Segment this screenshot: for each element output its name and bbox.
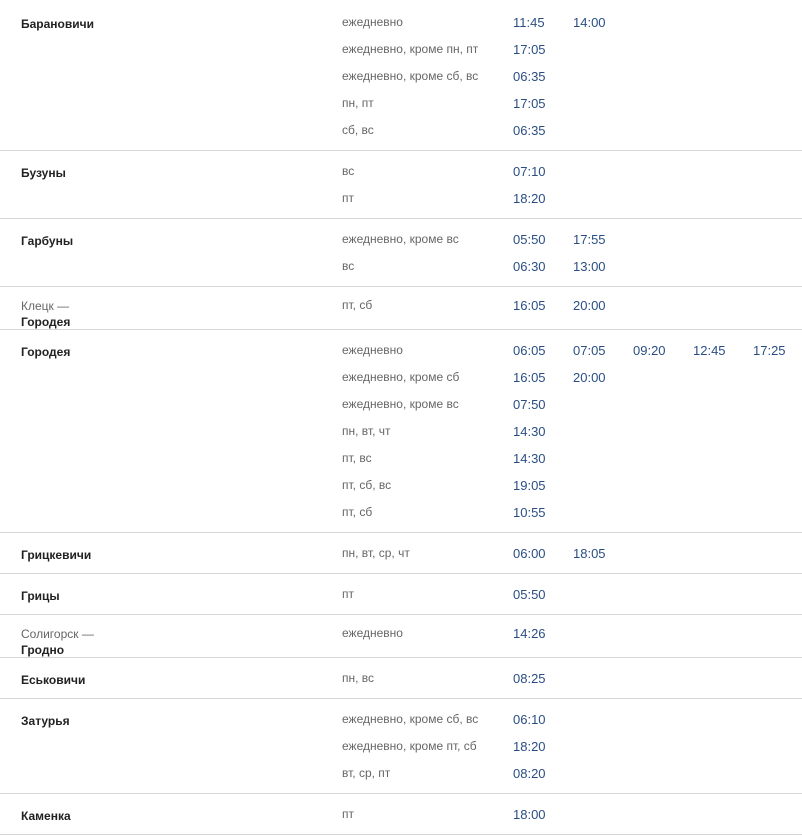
trip-days-label: пт, сб: [342, 298, 373, 312]
trip-days-label: ежедневно, кроме вс: [342, 232, 459, 246]
trip-days-label: пн, пт: [342, 96, 374, 110]
departure-time-link[interactable]: 06:10: [513, 712, 546, 727]
trip-days-label: вс: [342, 259, 355, 273]
departure-time-link[interactable]: 17:05: [513, 42, 546, 57]
route-origin-label: Клецк —: [21, 299, 70, 313]
trip-days-label: пн, вс: [342, 671, 375, 685]
route-group: [0, 219, 802, 287]
departure-time-link[interactable]: 12:45: [693, 343, 726, 358]
trip-days-label: ежедневно, кроме сб, вс: [342, 712, 479, 726]
departure-time-link[interactable]: 20:00: [573, 370, 606, 385]
trip-days-label: ежедневно, кроме пн, пт: [342, 42, 479, 56]
trip-row: [0, 418, 802, 445]
departure-time-link[interactable]: 19:05: [513, 478, 546, 493]
trip-days-label: вт, ср, пт: [342, 766, 391, 780]
departure-time-link[interactable]: 17:55: [573, 232, 606, 247]
departure-time-link[interactable]: 16:05: [513, 298, 546, 313]
route-group: [0, 287, 802, 330]
trip-days-label: пт: [342, 587, 354, 601]
route-name-label: Барановичи: [21, 17, 94, 31]
trip-row: [0, 90, 802, 117]
departure-time-link[interactable]: 18:05: [573, 546, 606, 561]
route-group: [0, 0, 802, 151]
trip-days-label: ежедневно: [342, 15, 403, 29]
trip-row: [0, 158, 802, 185]
departure-time-link[interactable]: 06:00: [513, 546, 546, 561]
route-group: [0, 658, 802, 699]
trip-row: [0, 760, 802, 787]
route-name-label: Грицкевичи: [21, 548, 92, 562]
departure-time-link[interactable]: 08:25: [513, 671, 546, 686]
departure-time-link[interactable]: 14:30: [513, 451, 546, 466]
trip-days-label: ежедневно, кроме пт, сб: [342, 739, 477, 753]
departure-time-link[interactable]: 13:00: [573, 259, 606, 274]
trip-row: [0, 9, 802, 36]
departure-time-link[interactable]: 07:10: [513, 164, 546, 179]
route-name-label: Городея: [21, 315, 71, 329]
trip-row: [0, 63, 802, 90]
departure-time-link[interactable]: 06:35: [513, 123, 546, 138]
route-name-label: Гродно: [21, 643, 65, 657]
trip-row: [0, 540, 802, 567]
trip-days-label: ежедневно, кроме вс: [342, 397, 459, 411]
route-name-label: Еськовичи: [21, 673, 86, 687]
departure-time-link[interactable]: 17:05: [513, 96, 546, 111]
departure-time-link[interactable]: 18:20: [513, 191, 546, 206]
route-origin-label: Солигорск —: [21, 627, 94, 641]
trip-row: [0, 253, 802, 280]
route-name-label: Гарбуны: [21, 234, 74, 248]
trip-row: [0, 445, 802, 472]
trip-row: [0, 733, 802, 760]
trip-days-label: пт, сб: [342, 505, 373, 519]
trip-row: [0, 472, 802, 499]
trip-row: [0, 364, 802, 391]
trip-row: [0, 226, 802, 253]
trip-days-label: пн, вт, чт: [342, 424, 391, 438]
departure-time-link[interactable]: 14:00: [573, 15, 606, 30]
route-group: [0, 151, 802, 219]
departure-time-link[interactable]: 10:55: [513, 505, 546, 520]
trip-row: [0, 36, 802, 63]
trip-row: [0, 665, 802, 692]
route-name-label: Грицы: [21, 589, 60, 603]
departure-time-link[interactable]: 07:50: [513, 397, 546, 412]
trip-days-label: пт, сб, вс: [342, 478, 392, 492]
route-group: [0, 699, 802, 794]
route-name-label: Городея: [21, 345, 71, 359]
departure-time-link[interactable]: 09:20: [633, 343, 666, 358]
trip-days-label: пт: [342, 807, 354, 821]
departure-time-link[interactable]: 06:35: [513, 69, 546, 84]
route-group: [0, 330, 802, 533]
trip-days-label: сб, вс: [342, 123, 374, 137]
departure-time-link[interactable]: 14:30: [513, 424, 546, 439]
trip-days-label: вс: [342, 164, 355, 178]
departure-time-link[interactable]: 11:45: [513, 15, 545, 30]
departure-time-link[interactable]: 06:30: [513, 259, 546, 274]
trip-row: [0, 706, 802, 733]
route-group: [0, 615, 802, 658]
departure-time-link[interactable]: 20:00: [573, 298, 606, 313]
departure-time-link[interactable]: 08:20: [513, 766, 546, 781]
trip-row: [0, 292, 802, 319]
trip-row: [0, 581, 802, 608]
trip-days-label: пн, вт, ср, чт: [342, 546, 410, 560]
trip-row: [0, 801, 802, 828]
route-name-label: Бузуны: [21, 166, 66, 180]
trip-row: [0, 117, 802, 144]
route-group: [0, 794, 802, 835]
departure-time-link[interactable]: 18:20: [513, 739, 546, 754]
departure-time-link[interactable]: 07:05: [573, 343, 606, 358]
departure-time-link[interactable]: 05:50: [513, 232, 546, 247]
route-group: [0, 533, 802, 574]
departure-time-link[interactable]: 14:26: [513, 626, 546, 641]
trip-days-label: ежедневно, кроме сб: [342, 370, 460, 384]
departure-time-link[interactable]: 05:50: [513, 587, 546, 602]
trip-days-label: ежедневно, кроме сб, вс: [342, 69, 479, 83]
trip-days-label: пт, вс: [342, 451, 372, 465]
route-name-label: Затурья: [21, 714, 70, 728]
route-group: [0, 574, 802, 615]
trip-row: [0, 391, 802, 418]
departure-time-link[interactable]: 06:05: [513, 343, 546, 358]
trip-row: [0, 499, 802, 526]
trip-days-label: ежедневно: [342, 626, 403, 640]
trip-row: [0, 620, 802, 647]
trip-row: [0, 185, 802, 212]
departure-time-link[interactable]: 18:00: [513, 807, 546, 822]
departure-time-link[interactable]: 16:05: [513, 370, 546, 385]
departure-time-link[interactable]: 17:25: [753, 343, 786, 358]
route-name-label: Каменка: [21, 809, 71, 823]
trip-days-label: пт: [342, 191, 354, 205]
trip-row: [0, 337, 802, 364]
trip-days-label: ежедневно: [342, 343, 403, 357]
